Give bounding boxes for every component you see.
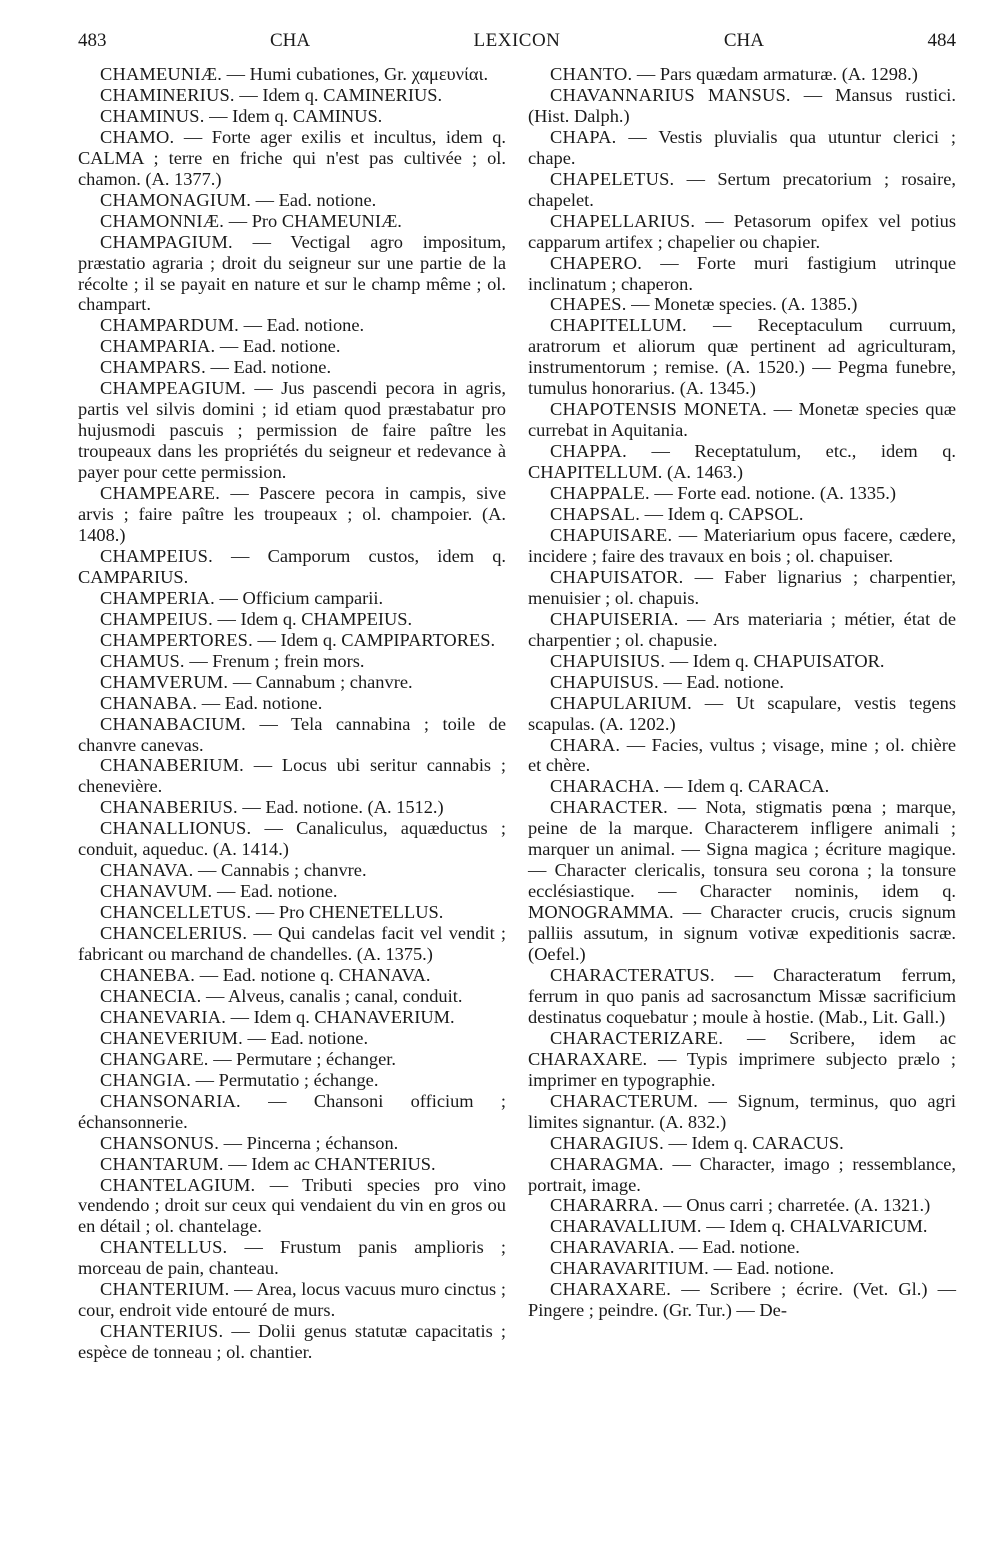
entry-headword: CHANAVA.	[100, 860, 194, 881]
entry-definition: — Mansus rustici. (Hist. Dalph.)	[528, 84, 956, 126]
entry-definition: — Idem q. CHAMPEIUS.	[217, 608, 413, 629]
dictionary-entry	[528, 441, 956, 483]
entry-definition: — Pincerna ; échanson.	[223, 1132, 399, 1153]
entry-headword: CHAPERO.	[550, 252, 643, 273]
dictionary-entry	[78, 965, 506, 986]
entry-headword: CHAMONNIÆ.	[100, 210, 225, 231]
entry-definition: — Faber lignarius ; charpentier, menuisier ; ol. chapuis.	[528, 566, 956, 608]
entry-definition: — Cannabis ; chanvre.	[198, 860, 367, 881]
dictionary-entry	[528, 483, 956, 504]
entry-headword: CHAPSAL.	[550, 504, 640, 525]
entry-definition: — Alveus, canalis ; canal, conduit.	[206, 985, 463, 1006]
entry-definition: — Ead. notione.	[210, 357, 332, 378]
entry-headword: CHARACHA.	[550, 776, 660, 797]
entry-headword: CHARA.	[550, 734, 621, 755]
entry-definition: — Camporum custos, idem q. CAMPARIUS.	[78, 545, 506, 587]
left-column	[78, 64, 506, 1363]
entry-definition: — Ead. notione.	[255, 189, 377, 210]
dictionary-entry	[528, 85, 956, 127]
entry-headword: CHARAVARIA.	[550, 1237, 675, 1258]
dictionary-entry	[528, 797, 956, 965]
dictionary-entry	[528, 609, 956, 651]
entry-definition: — Ead. notione. (A. 1512.)	[242, 797, 444, 818]
entry-definition: — Ead. notione q. CHANAVA.	[199, 964, 431, 985]
entry-definition: — Idem q. CARACUS.	[668, 1132, 844, 1153]
entry-definition: — Scribere ; écrire. (Vet. Gl.) — Pingere ; peindre. (Gr. Tur.) — De-	[528, 1279, 956, 1321]
dictionary-entry	[78, 1321, 506, 1363]
dictionary-entry	[78, 127, 506, 190]
entry-definition: — Petasorum opifex vel potius capparum artifex ; chapelier ou chapier.	[528, 210, 956, 252]
entry-definition: — Vectigal agro impositum, præstatio agraria ; droit du seigneur sur une partie de la récolte ; il se payait en nature et sur le champ même ; ol. champart.	[78, 231, 506, 315]
page-number-right: 484	[927, 30, 956, 51]
entry-headword: CHANCELERIUS.	[100, 923, 248, 944]
entry-headword: CHAPELLARIUS.	[550, 210, 696, 231]
entry-headword: CHANALLIONUS.	[100, 818, 252, 839]
entry-headword: CHANTO.	[550, 64, 633, 84]
entry-headword: CHARACTERIZARE.	[550, 1027, 724, 1048]
entry-definition: — Pars quædam armaturæ. (A. 1298.)	[636, 64, 918, 84]
entry-definition: — Area, locus vacuus muro cinctus ; cour, endroit vide entouré de murs.	[78, 1279, 506, 1321]
dictionary-entry	[528, 1091, 956, 1133]
dictionary-entry	[78, 190, 506, 211]
running-title: LEXICON	[473, 30, 561, 51]
entry-headword: CHAMPEIUS.	[100, 608, 213, 629]
entry-headword: CHAPULARIUM.	[550, 692, 692, 713]
dictionary-entry	[78, 651, 506, 672]
dictionary-entry	[528, 1216, 956, 1237]
dictionary-entry	[78, 546, 506, 588]
dictionary-entry	[528, 1258, 956, 1279]
entry-definition: — Frenum ; frein mors.	[189, 650, 365, 671]
dictionary-entry	[78, 755, 506, 797]
entry-definition: — Idem ac CHANTERIUS.	[228, 1153, 436, 1174]
entry-headword: CHARAVALLIUM.	[550, 1216, 702, 1237]
entry-definition: — Sertum precatorium ; rosaire, chapelet.	[528, 168, 956, 210]
dictionary-entry	[78, 881, 506, 902]
entry-definition: — Ars materiaria ; métier, état de charpentier ; ol. chapusie.	[528, 608, 956, 650]
entry-definition: — Ead. notione.	[243, 315, 365, 336]
entry-definition: — Canaliculus, aquæductus ; conduit, aqueduc. (A. 1414.)	[78, 818, 506, 860]
entry-headword: CHARAGIUS.	[550, 1132, 664, 1153]
entry-definition: — Facies, vultus ; visage, mine ; ol. chière et chère.	[528, 734, 956, 776]
entry-definition: — Characteratum ferrum, ferrum in quo panis ad sacrosanctum Missæ sacrificium destinatus coquebatur ; moule à hostie. (Mab., Lit. Gall.)	[528, 964, 956, 1027]
entry-headword: CHAPITELLUM.	[550, 315, 687, 336]
entry-headword: CHAMPEARE.	[100, 483, 221, 504]
dictionary-entry	[78, 378, 506, 483]
entry-headword: CHANTARUM.	[100, 1153, 224, 1174]
dictionary-entry	[78, 1154, 506, 1175]
entry-definition: — Signum, terminus, quo agri limites signantur. (A. 832.)	[528, 1090, 956, 1132]
dictionary-entry	[78, 609, 506, 630]
entry-definition: — Idem q. CAMINERIUS.	[239, 84, 443, 105]
entry-definition: — Pro CHAMEUNIÆ.	[228, 210, 402, 231]
entry-definition: — Ead. notione.	[216, 881, 338, 902]
entry-definition: — Vestis pluvialis qua utuntur clerici ; chape.	[528, 126, 956, 168]
dictionary-entry	[528, 504, 956, 525]
entry-headword: CHARACTERATUS.	[550, 964, 715, 985]
dictionary-entry	[78, 714, 506, 756]
entry-definition: — Tela cannabina ; toile de chanvre canevas.	[78, 713, 506, 755]
entry-definition: — Materiarium opus facere, cædere, incidere ; faire des travaux en bois ; ol. chapuiser.	[528, 524, 956, 566]
entry-headword: CHARARRA.	[550, 1195, 659, 1216]
entry-definition: — Idem q. CHAPUISATOR.	[669, 650, 885, 671]
entry-definition: — Ead. notione.	[247, 1027, 369, 1048]
entry-headword: CHAMINUS.	[100, 105, 205, 126]
entry-headword: CHAMONAGIUM.	[100, 189, 252, 210]
entry-definition: — Pascere pecora in campis, sive arvis ; faire paître les troupeaux ; ol. champoier. (A. 1408.)	[78, 483, 506, 545]
entry-definition: — Receptaculum curruum, aratrorum et aliorum quæ pertinent ad agriculturam, instrumentorum ; remise. (A. 1520.) — Pegma funebre, tumulus honorarius. (A. 1345.)	[528, 315, 956, 399]
entry-headword: CHANTERIUS.	[100, 1321, 224, 1342]
dictionary-entry	[78, 1237, 506, 1279]
entry-definition: — Jus pascendi pecora in agris, partis vel silvis domini ; id etiam quod præstabatur pro hujusmodi pascuis ; permission de faire paître les troupeaux dans les propriétés du seigneur et redevance à payer pour cette permission.	[78, 378, 506, 483]
dictionary-entry	[78, 1007, 506, 1028]
entry-headword: CHANTELAGIUM.	[100, 1174, 256, 1195]
dictionary-entry	[528, 315, 956, 399]
entry-headword: CHANEBA.	[100, 964, 196, 985]
entry-headword: CHANTERIUM.	[100, 1279, 230, 1300]
dictionary-entry	[528, 127, 956, 169]
entry-headword: CHAPA.	[550, 126, 617, 147]
dictionary-entry	[78, 1028, 506, 1049]
entry-definition: — Pro CHENETELLUS.	[255, 902, 444, 923]
entry-definition: — Forte ager exilis et incultus, idem q. CALMA ; terre en friche qui n'est pas cultivée ; ol. chamon. (A. 1377.)	[78, 126, 506, 189]
dictionary-entry	[528, 693, 956, 735]
entry-definition: — Idem q. CAMINUS.	[209, 105, 383, 126]
dictionary-entry	[528, 567, 956, 609]
dictionary-entry	[78, 357, 506, 378]
running-header	[78, 30, 956, 64]
dictionary-entry	[528, 253, 956, 295]
dictionary-entry	[528, 294, 956, 315]
entry-headword: CHAPUISARE.	[550, 524, 673, 545]
entry-headword: CHARAXARE.	[550, 1279, 672, 1300]
entry-headword: CHANAVUM.	[100, 881, 213, 902]
dictionary-entry	[78, 923, 506, 965]
entry-definition: — Onus carri ; charretée. (A. 1321.)	[663, 1195, 931, 1216]
dictionary-entry	[528, 672, 956, 693]
entry-headword: CHANSONARIA.	[100, 1090, 241, 1111]
entry-definition: — Humi cubationes, Gr. χαμευνίαι.	[226, 64, 489, 84]
entry-headword: CHANCELLETUS.	[100, 902, 252, 923]
entry-definition: — Forte muri fastigium utrinque inclinatum ; chaperon.	[528, 252, 956, 294]
entry-headword: CHAPELETUS.	[550, 168, 675, 189]
entry-definition: — Forte ead. notione. (A. 1335.)	[654, 483, 896, 504]
right-column	[528, 64, 956, 1363]
entry-headword: CHANEVERIUM.	[100, 1027, 243, 1048]
entry-definition: — Locus ubi seritur cannabis ; chenevière.	[78, 755, 506, 797]
entry-headword: CHAPOTENSIS MONETA.	[550, 399, 767, 420]
dictionary-entry	[78, 1279, 506, 1321]
entry-headword: CHAPUISUS.	[550, 671, 659, 692]
entry-definition: — Ead. notione.	[679, 1237, 800, 1258]
entry-definition: — Idem q. CAPSOL.	[644, 504, 804, 525]
entry-definition: — Receptatulum, etc., idem q. CHAPITELLUM. (A. 1463.)	[528, 441, 956, 483]
entry-headword: CHAPES.	[550, 294, 627, 315]
entry-definition: — Permutare ; échanger.	[213, 1048, 396, 1069]
entry-headword: CHARAVARITIUM.	[550, 1258, 709, 1279]
dictionary-entry	[78, 1133, 506, 1154]
dictionary-entry	[78, 336, 506, 357]
entry-headword: CHAMPEIUS.	[100, 545, 213, 566]
dictionary-entry	[78, 986, 506, 1007]
entry-headword: CHAPPA.	[550, 441, 627, 462]
dictionary-entry	[78, 1070, 506, 1091]
dictionary-entry	[78, 902, 506, 923]
dictionary-entry	[78, 211, 506, 232]
dictionary-entry	[528, 211, 956, 253]
entry-definition: — Monetæ species quæ currebat in Aquitania.	[528, 399, 957, 441]
entry-definition: — Ead. notione.	[219, 336, 341, 357]
dictionary-entry	[78, 693, 506, 714]
dictionary-entry	[528, 1028, 956, 1091]
entry-headword: CHAMEUNIÆ.	[100, 64, 223, 84]
dictionary-entry	[78, 64, 506, 85]
dictionary-entry	[78, 1049, 506, 1070]
dictionary-entry	[528, 1133, 956, 1154]
entry-headword: CHAMINERIUS.	[100, 84, 235, 105]
dictionary-entry	[528, 1195, 956, 1216]
entry-headword: CHAMPARIA.	[100, 336, 216, 357]
entry-definition: — Cannabum ; chanvre.	[232, 671, 413, 692]
entry-definition: — Idem q. CAMPIPARTORES.	[257, 629, 496, 650]
entry-headword: CHAMUS.	[100, 650, 185, 671]
dictionary-entry	[528, 525, 956, 567]
dictionary-entry	[78, 630, 506, 651]
entry-headword: CHAPUISATOR.	[550, 566, 684, 587]
dictionary-entry	[78, 797, 506, 818]
entry-headword: CHARAGMA.	[550, 1153, 664, 1174]
guide-word-right: CHA	[723, 30, 764, 51]
entry-definition: — Ut scapulare, vestis tegens scapulas. (A. 1202.)	[528, 692, 956, 734]
entry-headword: CHAMPARDUM.	[100, 315, 239, 336]
entry-definition: — Ead. notione.	[663, 671, 784, 692]
entry-headword: CHANGARE.	[100, 1048, 209, 1069]
dictionary-entry	[528, 169, 956, 211]
entry-headword: CHAPUISIUS.	[550, 650, 666, 671]
dictionary-entry	[78, 860, 506, 881]
dictionary-entry	[528, 1154, 956, 1196]
entry-definition: — Ead. notione.	[201, 692, 323, 713]
dictionary-entry	[78, 588, 506, 609]
dictionary-entry	[78, 818, 506, 860]
dictionary-entry	[528, 965, 956, 1028]
dictionary-entry	[528, 735, 956, 777]
dictionary-entry	[528, 776, 956, 797]
dictionary-entry	[528, 1279, 956, 1321]
page-number-left: 483	[78, 30, 107, 51]
dictionary-entry	[78, 232, 506, 316]
entry-definition: — Idem q. CHALVARICUM.	[706, 1216, 928, 1237]
guide-word-left: CHA	[269, 30, 311, 51]
entry-definition: — Ead. notione.	[713, 1258, 835, 1279]
entry-headword: CHARACTER.	[550, 797, 668, 818]
entry-definition: — Tributi species pro vino vendendo ; droit sur ceux qui vendaient du vin en gros ou en détail ; ol. chantelage.	[78, 1174, 506, 1237]
dictionary-entry	[528, 651, 956, 672]
entry-headword: CHAMPERTORES.	[100, 629, 253, 650]
entry-definition: — Nota, stigmatis pœna ; marque, peine de la marque. Characterem infligere animali ; marquer un animal. — Signa magica ; écriture magique. — Character clericalis, tonsura seu corona ; la tonsure ecclésiastique. — Character nominis, idem q. MONOGRAMMA. — Character crucis, crucis signum palliis assutum, in signum votivæ expeditionis sacræ. (Oefel.)	[528, 797, 956, 965]
entry-headword: CHAVANNARIUS MANSUS.	[550, 84, 791, 105]
entry-definition: — Chansoni officium ; échansonnerie.	[78, 1090, 506, 1132]
entry-headword: CHANABA.	[100, 692, 198, 713]
entry-definition: — Permutatio ; échange.	[195, 1069, 379, 1090]
entry-headword: CHAPPALE.	[550, 483, 650, 504]
entry-headword: CHANABACIUM.	[100, 713, 246, 734]
entry-definition: — Idem q. CHANAVERIUM.	[230, 1006, 455, 1027]
entry-headword: CHAMVERUM.	[100, 671, 229, 692]
entry-definition: — Dolii genus statutæ capacitatis ; espèce de tonneau ; ol. chantier.	[78, 1321, 506, 1363]
entry-headword: CHAMPERIA.	[100, 587, 215, 608]
entry-definition: — Frustum panis amplioris ; morceau de pain, chanteau.	[78, 1237, 506, 1279]
entry-definition: — Idem q. CARACA.	[664, 776, 830, 797]
entry-headword: CHAPUISERIA.	[550, 608, 679, 629]
dictionary-entry	[78, 1091, 506, 1133]
dictionary-entry	[78, 1175, 506, 1238]
entry-headword: CHANABERIUM.	[100, 755, 244, 776]
entry-headword: CHANSONUS.	[100, 1132, 220, 1153]
entry-headword: CHARACTERUM.	[550, 1090, 699, 1111]
dictionary-entry	[78, 483, 506, 546]
entry-headword: CHANTELLUS.	[100, 1237, 228, 1258]
entry-headword: CHAMPEAGIUM.	[100, 378, 246, 399]
entry-definition: — Character, imago ; ressemblance, portrait, image.	[528, 1153, 957, 1195]
entry-definition: — Officium camparii.	[219, 587, 384, 608]
text-columns	[78, 64, 956, 1363]
entry-headword: CHAMPAGIUM.	[100, 231, 233, 252]
dictionary-entry	[528, 1237, 956, 1258]
entry-headword: CHANABERIUS.	[100, 797, 238, 818]
entry-definition: — Monetæ species. (A. 1385.)	[631, 294, 858, 315]
entry-headword: CHAMPARS.	[100, 357, 206, 378]
entry-headword: CHAMO.	[100, 126, 175, 147]
entry-definition: — Scribere, idem ac CHARAXARE. — Typis imprimere subjecto prælo ; imprimer en typographie.	[528, 1027, 956, 1090]
entry-headword: CHANEVARIA.	[100, 1006, 227, 1027]
dictionary-entry	[78, 315, 506, 336]
dictionary-entry	[528, 64, 956, 85]
entry-headword: CHANECIA.	[100, 985, 202, 1006]
entry-definition: — Qui candelas facit vel vendit ; fabricant ou marchand de chandelles. (A. 1375.)	[78, 923, 506, 965]
dictionary-entry	[78, 106, 506, 127]
dictionary-entry	[78, 672, 506, 693]
dictionary-entry	[78, 85, 506, 106]
dictionary-entry	[528, 399, 956, 441]
entry-headword: CHANGIA.	[100, 1069, 191, 1090]
